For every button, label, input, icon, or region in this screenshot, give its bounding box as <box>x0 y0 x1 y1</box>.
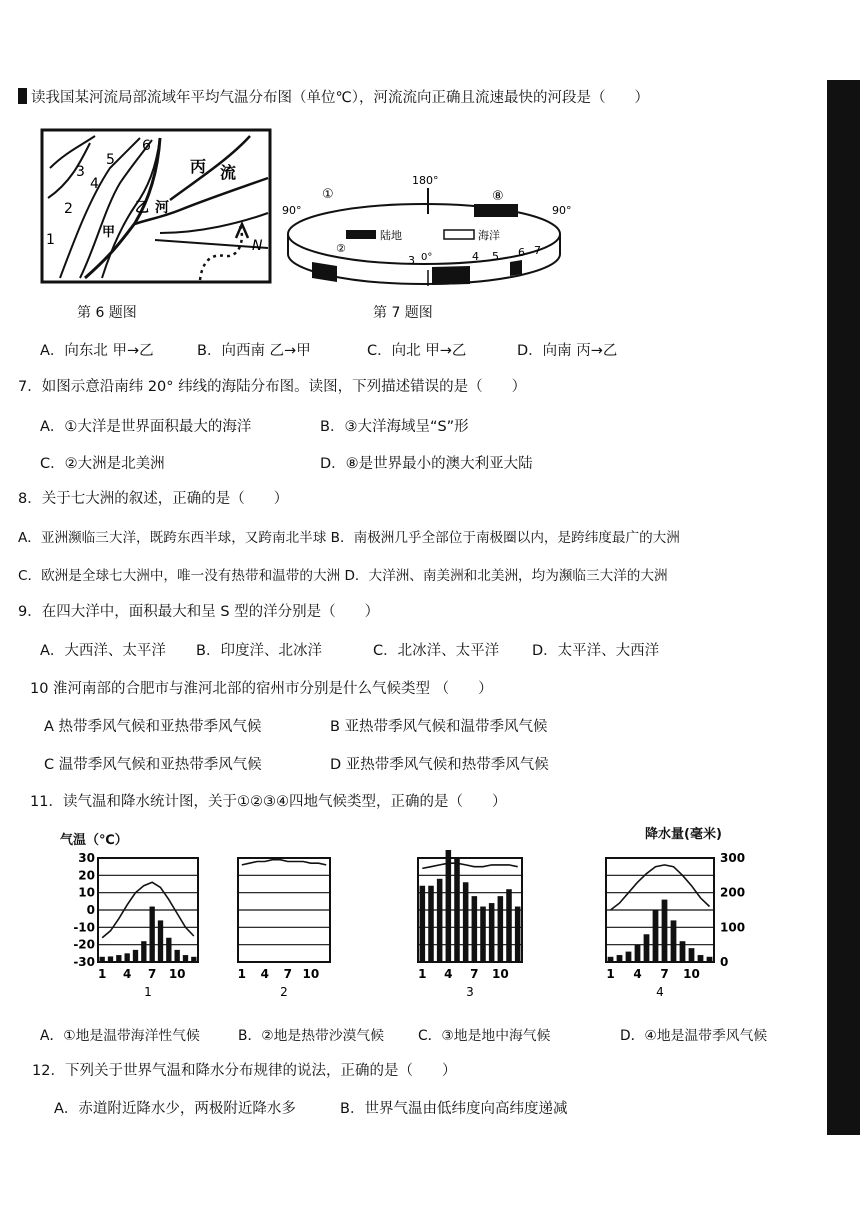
temp-tick-label: 0 <box>86 903 95 917</box>
precip-bar-9 <box>166 938 171 962</box>
q12-option-a: A．赤道附近降水少，两极附近降水多 <box>54 1101 296 1117</box>
precip-bar-2 <box>247 961 252 962</box>
precip-tick-label: 300 <box>720 851 746 865</box>
map-label-he: 河 <box>155 200 169 216</box>
month-tick-label: 1 <box>606 967 615 981</box>
q6-stem <box>18 88 649 107</box>
climate-chart-3 <box>410 850 530 1010</box>
precip-bar-6 <box>141 941 146 962</box>
q9-option-d: D．太平洋、大西洋 <box>532 643 660 659</box>
ring-label-5: 5 <box>492 250 499 263</box>
temp-axis-label: 气温（℃） <box>60 833 128 848</box>
precip-bar-2 <box>108 956 113 962</box>
land-australia-block <box>474 204 518 217</box>
map-label-1: 1 <box>46 232 55 248</box>
precip-bar-7 <box>150 907 155 962</box>
ring-label-7: 7 <box>534 244 541 257</box>
month-tick-label: 10 <box>491 967 509 981</box>
precip-bar-8 <box>480 907 486 962</box>
precip-bar-5 <box>454 858 460 962</box>
precip-bar-10 <box>175 950 180 962</box>
chart-number-label: 2 <box>280 985 288 999</box>
q6-option-a: A．向东北 甲→乙 <box>40 343 154 359</box>
precip-bar-12 <box>191 957 196 962</box>
map-label-6: 6 <box>142 138 151 154</box>
precip-axis-label: 降水量(毫米) <box>645 827 722 842</box>
q7-option-d: D．⑧是世界最小的澳大利亚大陆 <box>320 456 533 472</box>
q11-option-d: D．④地是温带季风气候 <box>620 1028 768 1044</box>
q6-option-b: B．向西南 乙→甲 <box>197 343 311 359</box>
month-tick-label: 7 <box>283 967 293 981</box>
precip-bar-9 <box>680 941 686 962</box>
precip-tick-label: 100 <box>720 920 746 935</box>
temp-tick-label: 20 <box>78 868 95 883</box>
temp-tick-label: -30 <box>73 955 95 969</box>
legend-ocean-label: 海洋 <box>478 229 500 242</box>
precip-bar-1 <box>239 961 244 962</box>
land-africa-block <box>432 266 470 285</box>
precip-bar-1 <box>100 957 105 962</box>
map-label-jia: 甲 <box>102 225 116 240</box>
map-label-2: 2 <box>64 201 73 217</box>
precip-bar-4 <box>446 850 452 962</box>
q8-options-ab: A．亚洲濒临三大洋，既跨东西半球，又跨南北半球 B．南极洲几乎全部位于南极圈以内，是跨纬度最广的大洲 <box>18 530 680 546</box>
month-tick-label: 10 <box>302 967 320 981</box>
temperature-line <box>242 860 326 865</box>
precip-bar-3 <box>116 955 121 962</box>
q11-option-c: C．③地是地中海气候 <box>418 1028 551 1044</box>
ring-label-8: ⑧ <box>492 189 504 204</box>
q11-option-a: A．①地是温带海洋性气候 <box>40 1028 200 1044</box>
land-south-america-block <box>312 262 337 282</box>
temperature-line <box>422 863 517 868</box>
scan-edge-bar <box>827 80 860 1135</box>
q8-options-cd: C．欧洲是全球七大洲中，唯一没有热带和温带的大洲 D．大洋洲、南美洲和北美洲，均为濒临三大洋的大洲 <box>18 568 668 584</box>
river-temperature-map <box>40 128 272 284</box>
precip-bar-1 <box>608 957 614 962</box>
precip-bar-10 <box>498 896 504 962</box>
north-label: N <box>252 238 263 254</box>
q8-stem: 8．关于七大洲的叙述，正确的是（ ） <box>18 491 289 507</box>
q10-option-c: C 温带季风气候和亚热带季风气候 <box>44 757 262 773</box>
precip-bar-2 <box>428 886 434 962</box>
ring-label-3: 3 <box>408 254 415 267</box>
precip-bar-6 <box>463 882 469 962</box>
land-block-6 <box>510 260 522 276</box>
precip-bar-11 <box>698 955 704 962</box>
q10-option-d: D 亚热带季风气候和热带季风气候 <box>330 757 549 773</box>
legend-ocean-swatch <box>444 230 474 239</box>
precip-bar-5 <box>133 950 138 962</box>
temperature-line <box>611 865 710 910</box>
q9-option-a: A．大西洋、太平洋 <box>40 643 166 659</box>
q9-stem: 9．在四大洋中，面积最大和呈 S 型的洋分别是（ ） <box>18 604 380 620</box>
q12-option-b: B．世界气温由低纬度向高纬度递减 <box>340 1101 568 1117</box>
map-label-3: 3 <box>76 164 85 180</box>
ring-label-6: 6 <box>518 246 525 259</box>
lon-0-label: 0° <box>421 252 433 263</box>
lon-180-label: 180° <box>412 174 439 187</box>
q6-option-c: C．向北 甲→乙 <box>367 343 467 359</box>
chart-number-label: 4 <box>656 985 664 999</box>
precip-bar-7 <box>472 896 478 962</box>
precip-bar-10 <box>689 948 695 962</box>
fig7-caption: 第 7 题图 <box>373 305 433 321</box>
ring-label-4: 4 <box>472 250 479 263</box>
lon-90-right-label: 90° <box>552 204 572 217</box>
q10-option-a: A 热带季风气候和亚热带季风气候 <box>44 719 262 735</box>
temp-tick-label: 30 <box>78 851 95 865</box>
temp-tick-label: -20 <box>73 937 95 952</box>
chart-number-label: 3 <box>466 985 474 999</box>
month-tick-label: 4 <box>633 967 642 981</box>
map-label-5: 5 <box>106 152 115 168</box>
map-label-yi: 乙 <box>135 200 149 216</box>
q6-stem-text: 读我国某河流局部流域年平均气温分布图（单位℃），河流流向正确且流速最快的河段是（ ） <box>31 90 650 106</box>
q9-option-b: B．印度洋、北冰洋 <box>196 643 322 659</box>
month-tick-label: 10 <box>683 967 700 981</box>
temp-tick-label: -10 <box>73 920 95 935</box>
legend-land-label: 陆地 <box>380 229 402 242</box>
month-tick-label: 7 <box>660 967 669 981</box>
q10-stem: 10 淮河南部的合肥市与淮河北部的宿州市分别是什么气候类型 （ ） <box>30 681 493 697</box>
precip-bar-3 <box>626 952 632 962</box>
latitude-20s-ring-map <box>282 170 582 288</box>
precip-tick-label: 0 <box>720 955 729 969</box>
temp-tick-label: 10 <box>78 885 95 900</box>
precip-bar-1 <box>420 886 426 962</box>
q11-stem: 11．读气温和降水统计图，关于①②③④四地气候类型，正确的是（ ） <box>30 794 507 810</box>
q6-option-d: D．向南 丙→乙 <box>517 343 618 359</box>
month-tick-label: 10 <box>168 967 186 981</box>
lon-90-left-label: 90° <box>282 204 302 217</box>
precip-bar-11 <box>506 889 512 962</box>
precip-bar-7 <box>662 900 668 962</box>
q7-option-c: C．②大洲是北美洲 <box>40 456 165 472</box>
precip-bar-2 <box>617 955 623 962</box>
month-tick-label: 1 <box>418 967 427 981</box>
q7-option-b: B．③大洋海域呈“S”形 <box>320 419 469 435</box>
month-tick-label: 1 <box>97 967 107 981</box>
precip-bar-12 <box>707 957 713 962</box>
map-label-bing: 丙 <box>190 157 207 176</box>
precip-tick-label: 200 <box>720 885 746 900</box>
precip-bar-9 <box>489 903 495 962</box>
month-tick-label: 1 <box>237 967 247 981</box>
climate-chart-2 <box>230 850 340 1010</box>
precip-bar-8 <box>671 920 677 962</box>
precip-bar-6 <box>653 910 659 962</box>
climate-chart-1 <box>60 850 210 1010</box>
climate-chart-4 <box>598 850 768 1010</box>
precip-bar-5 <box>644 934 650 962</box>
month-tick-label: 7 <box>470 967 479 981</box>
precip-bar-3 <box>437 879 443 962</box>
legend-land-swatch <box>346 230 376 239</box>
q9-option-c: C．北冰洋、太平洋 <box>373 643 500 659</box>
precip-bar-4 <box>635 945 641 962</box>
precip-bar-4 <box>125 953 130 962</box>
precip-bar-8 <box>158 920 163 962</box>
ring-label-1: ① <box>322 187 334 202</box>
q12-stem: 12．下列关于世界气温和降水分布规律的说法，正确的是（ ） <box>32 1063 457 1079</box>
fig6-caption: 第 6 题图 <box>77 305 137 321</box>
ring-label-2: ② <box>336 242 346 255</box>
q7-stem: 7．如图示意沿南纬 20° 纬线的海陆分布图。读图，下列描述错误的是（ ） <box>18 379 527 395</box>
month-tick-label: 7 <box>147 967 157 981</box>
q7-option-a: A．①大洋是世界面积最大的海洋 <box>40 419 252 435</box>
q11-option-b: B．②地是热带沙漠气候 <box>238 1028 385 1044</box>
chart-number-label: 1 <box>144 985 152 999</box>
precip-bar-11 <box>183 955 188 962</box>
map-label-4: 4 <box>90 176 99 192</box>
question-number-mark <box>18 88 27 104</box>
month-tick-label: 4 <box>444 967 453 981</box>
month-tick-label: 4 <box>260 967 270 981</box>
map-label-liu: 流 <box>220 163 237 182</box>
q10-option-b: B 亚热带季风气候和温带季风气候 <box>330 719 548 735</box>
month-tick-label: 4 <box>122 967 132 981</box>
precip-bar-12 <box>515 907 521 962</box>
